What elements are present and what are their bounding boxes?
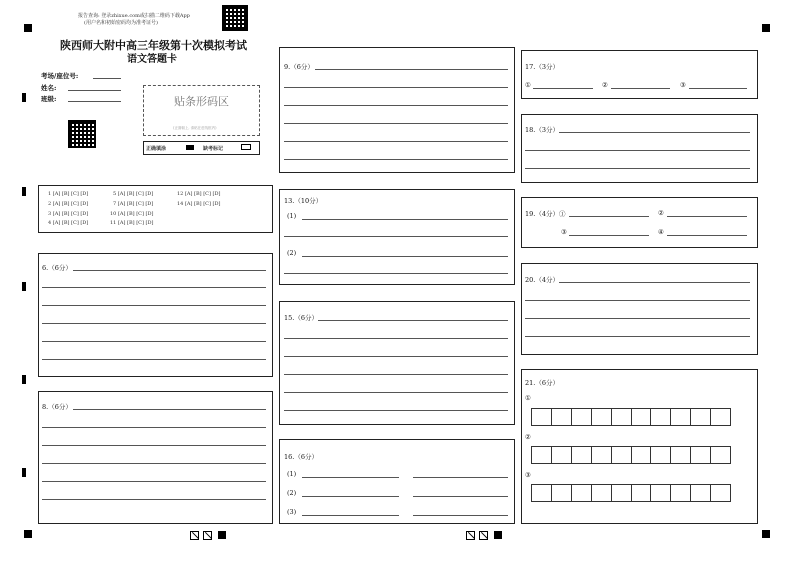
q19-part3-label: ③ (561, 228, 567, 236)
timing-mark (22, 93, 26, 102)
answer-line[interactable] (559, 132, 750, 133)
answer-line[interactable] (525, 336, 750, 337)
answer-line[interactable] (42, 341, 266, 342)
barcode-title: 贴条形码区 (174, 95, 229, 108)
answer-line[interactable] (284, 123, 508, 124)
mc-option-row[interactable]: 5 [A] [B] [C] [D] (113, 191, 154, 197)
qr-code-icon (222, 5, 248, 31)
answer-line[interactable] (667, 235, 747, 236)
answer-line[interactable] (73, 409, 266, 410)
answer-line[interactable] (525, 168, 750, 169)
answer-line[interactable] (73, 270, 266, 271)
timing-mark (24, 24, 32, 32)
answer-line[interactable] (525, 150, 750, 151)
answer-box-q17 (521, 50, 758, 99)
timing-mark (22, 282, 26, 291)
answer-line[interactable] (302, 219, 508, 220)
answer-line[interactable] (318, 320, 508, 321)
answer-line[interactable] (302, 256, 508, 257)
absent-mark-label: 缺考标记 (203, 146, 224, 152)
mc-option-row[interactable]: 2 [A] [B] [C] [D] (48, 201, 89, 207)
answer-line[interactable] (569, 216, 649, 217)
absent-mark-box[interactable] (241, 144, 251, 150)
answer-line[interactable] (689, 88, 747, 89)
q16-part1-label: (1) (287, 470, 297, 478)
q19-part4-label: ④ (658, 228, 664, 236)
answer-line[interactable] (284, 392, 508, 393)
crossed-box-icon (190, 531, 199, 540)
notice-line-2: (用户名和初始密码均为准考证号) (84, 20, 158, 26)
answer-line[interactable] (611, 88, 670, 89)
q13-part1-label: (1) (287, 212, 297, 220)
timing-mark (22, 375, 26, 384)
q20-label: 20.（4分） (525, 276, 559, 284)
class-field[interactable] (68, 101, 121, 102)
q17-part2-label: ② (602, 81, 608, 89)
answer-box-q9 (279, 47, 515, 173)
answer-line[interactable] (284, 273, 508, 274)
mc-option-row[interactable]: 4 [A] [B] [C] [D] (48, 220, 89, 226)
answer-line[interactable] (284, 356, 508, 357)
q17-part1-label: ① (525, 81, 531, 89)
q21-part2-label: ② (525, 433, 531, 441)
seat-field[interactable] (93, 78, 121, 79)
notice-line-1: 报告查询: 登录zhixue.com或扫描二维码下载App (78, 13, 190, 19)
q16-part2-label: (2) (287, 489, 297, 497)
q18-label: 18.（3分） (525, 126, 559, 134)
seat-label: 考场/座位号: (41, 72, 79, 80)
q13-part2-label: (2) (287, 249, 297, 257)
page-subtitle: 语文答题卡 (127, 54, 177, 65)
answer-line[interactable] (533, 88, 593, 89)
timing-mark (24, 530, 32, 538)
answer-line[interactable] (42, 305, 266, 306)
q17-part3-label: ③ (680, 81, 686, 89)
answer-line[interactable] (302, 477, 399, 478)
answer-line[interactable] (284, 236, 508, 237)
class-label: 班级: (41, 95, 57, 103)
correct-fill-label: 正确填涂 (146, 146, 167, 152)
q9-label: 9.（6分） (284, 63, 314, 71)
answer-line[interactable] (413, 477, 508, 478)
q16-label: 16.（6分） (284, 453, 318, 461)
mc-option-row[interactable]: 7 [A] [B] [C] [D] (113, 201, 154, 207)
answer-line[interactable] (525, 318, 750, 319)
timing-mark (494, 531, 502, 539)
timing-mark (22, 468, 26, 477)
character-grid[interactable] (531, 408, 731, 426)
name-field[interactable] (68, 90, 121, 91)
answer-line[interactable] (413, 515, 508, 516)
mc-option-row[interactable]: 3 [A] [B] [C] [D] (48, 211, 89, 217)
qr-code-icon (68, 120, 96, 148)
timing-mark (22, 187, 26, 196)
correct-fill-sample (186, 145, 194, 150)
q13-label: 13.（10分） (284, 197, 323, 205)
q17-label: 17.（3分） (525, 63, 559, 71)
answer-line[interactable] (42, 359, 266, 360)
q8-label: 8.（6分） (42, 403, 72, 411)
mc-option-row[interactable]: 1 [A] [B] [C] [D] (48, 191, 89, 197)
q21-part1-label: ① (525, 394, 531, 402)
q21-label: 21.（6分） (525, 379, 559, 387)
page-title: 陕西师大附中高三年级第十次模拟考试 (60, 39, 247, 52)
answer-line[interactable] (284, 105, 508, 106)
answer-line[interactable] (569, 235, 649, 236)
timing-mark (218, 531, 226, 539)
timing-mark (762, 24, 770, 32)
character-grid[interactable] (531, 484, 731, 502)
answer-line[interactable] (42, 499, 266, 500)
answer-line[interactable] (413, 496, 508, 497)
crossed-box-icon (479, 531, 488, 540)
answer-line[interactable] (42, 287, 266, 288)
crossed-box-icon (466, 531, 475, 540)
answer-line[interactable] (284, 338, 508, 339)
answer-line[interactable] (42, 323, 266, 324)
q16-part3-label: (3) (287, 508, 297, 516)
character-grid[interactable] (531, 446, 731, 464)
q21-part3-label: ③ (525, 471, 531, 479)
answer-line[interactable] (284, 87, 508, 88)
answer-box-q8 (38, 391, 273, 524)
timing-mark (762, 530, 770, 538)
answer-line[interactable] (302, 496, 399, 497)
answer-line[interactable] (525, 300, 750, 301)
answer-line[interactable] (284, 141, 508, 142)
q15-label: 15.（6分） (284, 314, 318, 322)
q19-label: 19.（4分）① (525, 210, 566, 218)
answer-line[interactable] (42, 463, 266, 464)
q6-label: 6.（6分） (42, 264, 72, 272)
answer-line[interactable] (284, 159, 508, 160)
crossed-box-icon (203, 531, 212, 540)
answer-line[interactable] (42, 445, 266, 446)
answer-line[interactable] (559, 282, 750, 283)
answer-line[interactable] (42, 481, 266, 482)
answer-line[interactable] (42, 427, 266, 428)
barcode-hint: (正面朝上, 请贴在虚线框内) (173, 126, 217, 130)
mc-option-row[interactable]: 11 [A] [B] [C] [D] (110, 220, 154, 226)
answer-line[interactable] (284, 410, 508, 411)
answer-line[interactable] (284, 374, 508, 375)
q19-part2-label: ② (658, 209, 664, 217)
answer-box-q19 (521, 197, 758, 248)
answer-line[interactable] (302, 515, 399, 516)
answer-line[interactable] (315, 69, 508, 70)
answer-line[interactable] (667, 216, 747, 217)
mc-option-row[interactable]: 14 [A] [B] [C] [D] (177, 201, 221, 207)
mc-option-row[interactable]: 10 [A] [B] [C] [D] (110, 211, 154, 217)
mc-option-row[interactable]: 12 [A] [B] [C] [D] (177, 191, 221, 197)
name-label: 姓名: (41, 84, 57, 92)
